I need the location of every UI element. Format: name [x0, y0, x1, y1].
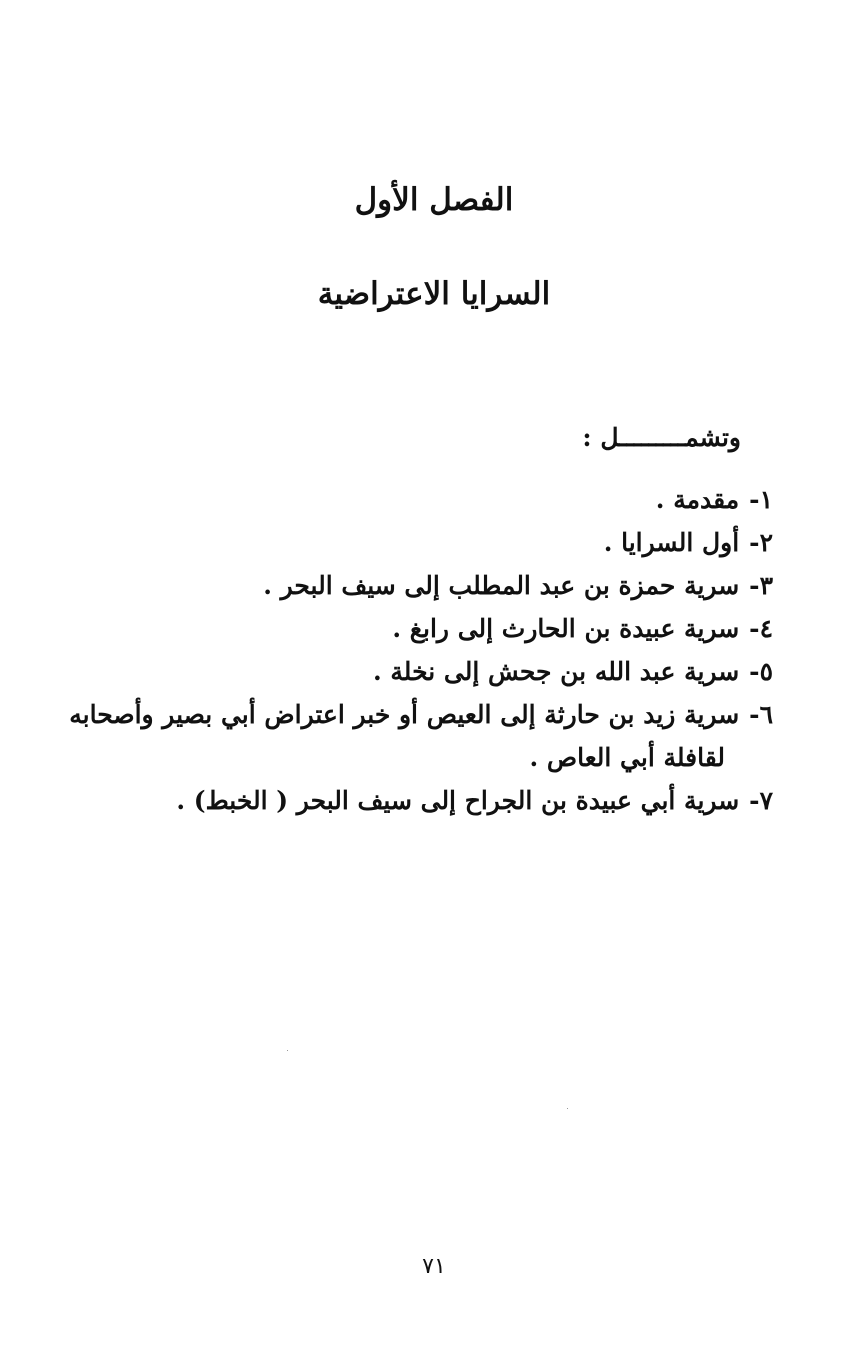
list-item — [69, 693, 773, 779]
item-number: ٢- — [749, 528, 773, 557]
item-number: ٧- — [749, 786, 773, 815]
list-item — [73, 478, 773, 521]
item-text: سرية أبي عبيدة بن الجراح إلى سيف البحر ( الخبط) . — [176, 786, 740, 815]
item-text-continuation: لقافلة أبي العاص . — [529, 743, 725, 772]
page-number: ٧١ — [422, 1254, 446, 1279]
chapter-subtitle: السرايا الاعتراضية — [317, 276, 551, 312]
chapter-title: الفصل الأول — [354, 182, 514, 218]
item-text: مقدمة . — [655, 485, 740, 514]
scan-speck — [567, 1108, 568, 1109]
list-item — [73, 650, 773, 693]
item-text: سرية عبد الله بن جحش إلى نخلة . — [372, 657, 740, 686]
item-number: ٦- — [749, 700, 773, 729]
scan-speck — [287, 1050, 288, 1051]
contents-list — [69, 478, 773, 822]
list-item — [73, 779, 773, 822]
item-number: ٤- — [749, 614, 773, 643]
item-number: ٣- — [749, 571, 773, 600]
item-text: سرية حمزة بن عبد المطلب إلى سيف البحر . — [263, 571, 740, 600]
item-number: ١- — [749, 485, 773, 514]
list-item — [73, 564, 773, 607]
item-number: ٥- — [749, 657, 773, 686]
list-item — [73, 607, 773, 650]
list-item — [73, 521, 773, 564]
item-text: سرية زيد بن حارثة إلى العيص أو خبر اعتراض أبي بصير وأصحابه — [69, 700, 740, 729]
contents-intro: وتشمـــــــــل : — [582, 423, 741, 452]
item-text: أول السرايا . — [603, 528, 740, 557]
item-text: سرية عبيدة بن الحارث إلى رابغ . — [392, 614, 740, 643]
